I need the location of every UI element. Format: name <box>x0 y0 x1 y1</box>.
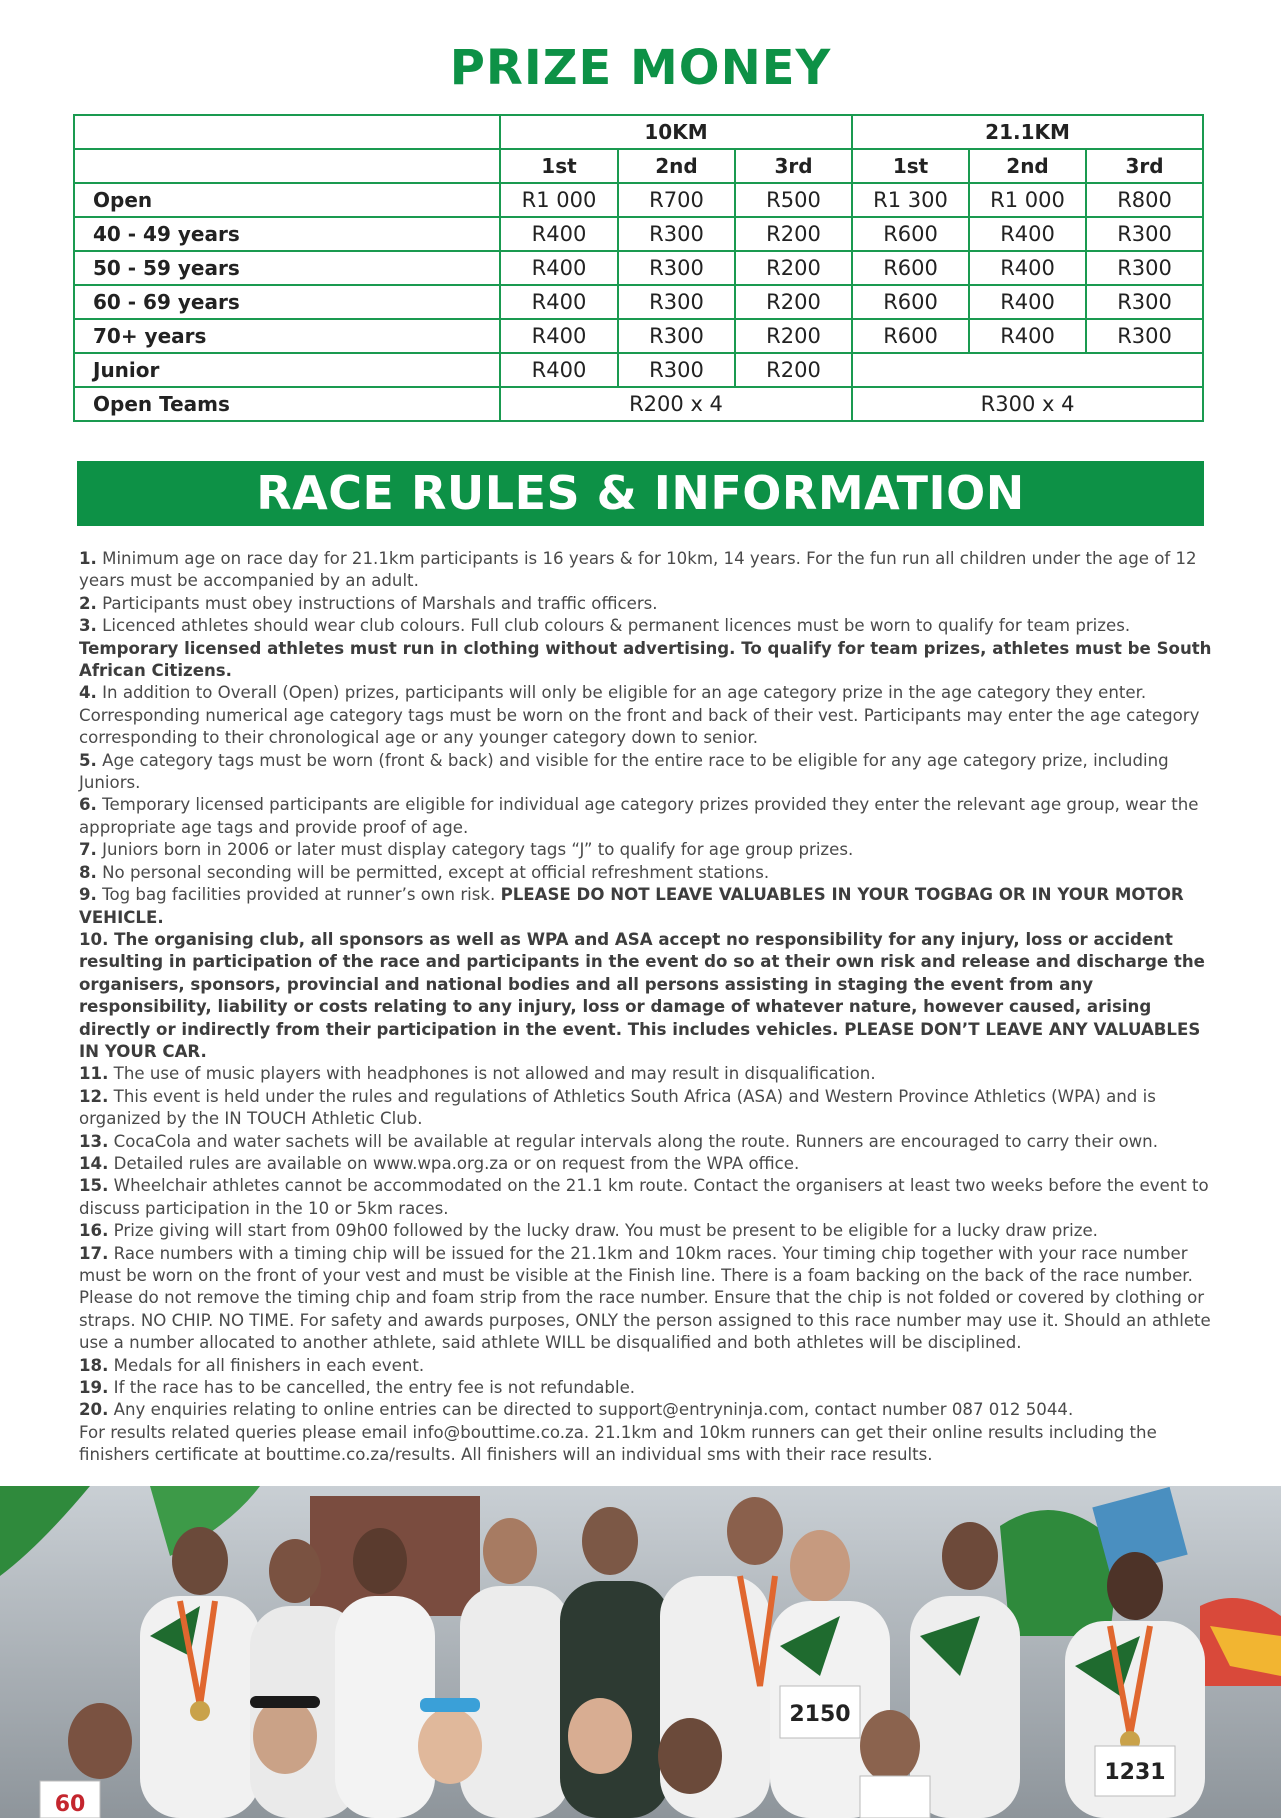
bib-number: 2150 <box>789 1702 851 1727</box>
rules-list <box>79 548 1219 1467</box>
rule-number: 8. <box>79 862 97 882</box>
table-row-teams <box>74 387 1203 421</box>
place-header: 2nd <box>969 149 1086 183</box>
category-label: Open <box>74 183 500 217</box>
rule-text: Prize giving will start from 09h00 followed by the lucky draw. You must be present to be eligible for a lucky draw prize. <box>108 1221 1098 1241</box>
rule-number: 3. <box>79 616 97 636</box>
rule-number: 13. <box>79 1131 109 1151</box>
rule-text: CocaCola and water sachets will be available at regular intervals along the route. Runners are encouraged to carry their own. <box>108 1131 1158 1151</box>
empty-cell <box>74 149 500 183</box>
prize-cell: R200 <box>735 217 852 251</box>
team-prize-21km: R300 x 4 <box>852 387 1203 421</box>
table-row <box>74 183 1203 217</box>
rule-number: 1. <box>79 549 97 568</box>
rule-item <box>79 1153 1219 1175</box>
prize-cell: R400 <box>969 251 1086 285</box>
empty-cell <box>852 353 1203 387</box>
section-banner: RACE RULES & INFORMATION <box>77 461 1204 526</box>
prize-cell: R600 <box>852 251 969 285</box>
rule-text: Temporary licensed participants are eligible for individual age category prizes provided they enter the relevant age group, wear the appropriate age tags and provide proof of age. <box>79 795 1199 837</box>
rule-item <box>79 862 1219 884</box>
rule-text: Juniors born in 2006 or later must display category tags “J” to qualify for age group prizes. <box>96 840 854 860</box>
rule-number: 16. <box>79 1221 109 1241</box>
rule-item <box>79 1175 1219 1220</box>
prize-cell: R500 <box>735 183 852 217</box>
rule-number: 18. <box>79 1355 109 1375</box>
category-label: 60 - 69 years <box>74 285 500 319</box>
rule-number: 9. <box>79 885 97 905</box>
prize-cell: R200 <box>735 353 852 387</box>
runners-group-photo <box>0 1486 1281 1818</box>
prize-cell: R1 000 <box>969 183 1086 217</box>
rule-text: If the race has to be cancelled, the entry fee is not refundable. <box>108 1378 636 1398</box>
rule-item <box>79 593 1219 615</box>
prize-cell: R300 <box>618 285 735 319</box>
rule-text: In addition to Overall (Open) prizes, participants will only be eligible for an age category prize in the age category they enter. Corresponding numerical age category tags must be worn on the front and back of their vest. Participants may enter the age category corresponding to their chronological age or any younger category down to senior. <box>79 683 1200 748</box>
table-row <box>74 217 1203 251</box>
table-group-header-row <box>74 115 1203 149</box>
rule-text: Licenced athletes should wear club colours. Full club colours & permanent licences must be worn to qualify for team prizes. <box>96 616 1131 636</box>
prize-cell: R300 <box>618 353 735 387</box>
place-header: 2nd <box>618 149 735 183</box>
rule-text: No personal seconding will be permitted, except at official refreshment stations. <box>96 862 770 882</box>
rule-number: 10. <box>79 929 109 949</box>
rule-text: Age category tags must be worn (front & back) and visible for the entire race to be eligible for any age category prize, including Juniors. <box>79 750 1169 793</box>
rule-number: 5. <box>79 750 97 770</box>
rule-item <box>79 615 1219 682</box>
rule-item <box>79 750 1219 795</box>
rule-item <box>79 794 1219 839</box>
prize-cell: R600 <box>852 319 969 353</box>
table-place-header-row <box>74 149 1203 183</box>
place-header: 1st <box>852 149 969 183</box>
prize-cell: R300 <box>1086 319 1203 353</box>
rule-item <box>79 1086 1219 1131</box>
rule-text: Wheelchair athletes cannot be accommodated on the 21.1 km route. Contact the organisers at least two weeks before the event to discuss participation in the 10 or 5km races. <box>79 1176 1209 1218</box>
place-header: 1st <box>500 149 618 183</box>
prize-cell: R400 <box>969 319 1086 353</box>
rule-text: Race numbers with a timing chip will be issued for the 21.1km and 10km races. Your timing chip together with your race number must be worn on the front of your vest and must be visible at the Finish line. There is a foam backing on the back of the race number. Please do not remove the timing chip and foam strip from the race number. Ensure that the chip is not folded or covered by clothing or straps. NO CHIP. NO TIME. For safety and awards purposes, ONLY the person assigned to this race number may use it. Should an athlete use a number allocated to another athlete, said athlete WILL be disqualified and both athletes will be disciplined. <box>79 1243 1211 1353</box>
rule-item <box>79 1399 1219 1421</box>
rule-bold-text: PLEASE DO NOT LEAVE VALUABLES IN YOUR TOGBAG OR IN YOUR MOTOR VEHICLE. <box>79 885 1184 927</box>
rule-number: 4. <box>79 683 97 703</box>
rule-item <box>79 1377 1219 1399</box>
prize-cell: R400 <box>969 285 1086 319</box>
prize-cell: R600 <box>852 285 969 319</box>
rule-item <box>79 929 1219 1063</box>
table-row <box>74 251 1203 285</box>
footer-note: For results related queries please email info@bouttime.co.za. 21.1km and 10km runners can get their online results including the finishers certificate at bouttime.co.za/results. All finishers will an individual sms with their race results. <box>79 1422 1157 1465</box>
prize-cell: R600 <box>852 217 969 251</box>
prize-cell: R300 <box>618 217 735 251</box>
prize-cell: R400 <box>500 251 618 285</box>
prize-cell: R400 <box>969 217 1086 251</box>
place-header: 3rd <box>735 149 852 183</box>
team-prize-10km: R200 x 4 <box>500 387 852 421</box>
table-row <box>74 319 1203 353</box>
rule-number: 7. <box>79 840 97 860</box>
rule-text: Tog bag facilities provided at runner’s own risk. <box>96 885 501 905</box>
rule-text: The use of music players with headphones is not allowed and may result in disqualification. <box>108 1064 876 1084</box>
rule-number: 14. <box>79 1153 109 1173</box>
prize-cell: R1 300 <box>852 183 969 217</box>
rule-number: 19. <box>79 1378 109 1398</box>
rule-item <box>79 1063 1219 1085</box>
category-label: 40 - 49 years <box>74 217 500 251</box>
prize-cell: R200 <box>735 251 852 285</box>
rule-number: 20. <box>79 1400 109 1420</box>
category-label: Junior <box>74 353 500 387</box>
rule-item <box>79 839 1219 861</box>
rule-number: 12. <box>79 1086 109 1106</box>
prize-cell: R400 <box>500 353 618 387</box>
group-10km-header: 10KM <box>500 115 852 149</box>
prize-cell: R400 <box>500 319 618 353</box>
page-title: PRIZE MONEY <box>449 40 832 96</box>
rule-item <box>79 682 1219 749</box>
prize-cell: R400 <box>500 217 618 251</box>
prize-cell: R400 <box>500 285 618 319</box>
rule-item <box>79 884 1219 929</box>
prize-cell: R200 <box>735 285 852 319</box>
rule-item <box>79 548 1219 593</box>
prize-cell: R300 <box>1086 217 1203 251</box>
table-row <box>74 285 1203 319</box>
rule-text: This event is held under the rules and regulations of Athletics South Africa (ASA) and Western Province Athletics (WPA) and is organized by the IN TOUCH Athletic Club. <box>79 1086 1156 1129</box>
rule-bold-text: The organising club, all sponsors as well as WPA and ASA accept no responsibility for any injury, loss or accident resulting in participation of the race and participants in the event do so at their own risk and release and discharge the organisers, sponsors, provincial and national bodies and all persons assisting in staging the event from any responsibility, liability or costs relating to any injury, loss or damage of whatever nature, however caused, arising directly or indirectly from their participation in the event. This includes vehicles. PLEASE DON’T LEAVE ANY VALUABLES IN YOUR CAR. <box>79 929 1205 1061</box>
prize-cell: R300 <box>618 251 735 285</box>
rule-item <box>79 1131 1219 1153</box>
prize-money-table <box>73 114 1204 422</box>
prize-cell: R800 <box>1086 183 1203 217</box>
rule-item <box>79 1243 1219 1355</box>
rule-number: 6. <box>79 795 97 815</box>
rule-number: 15. <box>79 1176 109 1196</box>
rule-item <box>79 1220 1219 1242</box>
rule-text: Participants must obey instructions of Marshals and traffic officers. <box>96 593 658 613</box>
table-row <box>74 353 1203 387</box>
rule-item <box>79 1355 1219 1377</box>
empty-cell <box>74 115 500 149</box>
bib-number: 1231 <box>1104 1760 1166 1785</box>
rule-text: Minimum age on race day for 21.1km participants is 16 years & for 10km, 14 years. For the fun run all children under the age of 12 years must be accompanied by an adult. <box>79 549 1197 591</box>
rule-number: 17. <box>79 1243 109 1263</box>
rule-text: Medals for all finishers in each event. <box>108 1355 425 1375</box>
prize-cell: R200 <box>735 319 852 353</box>
bib-number: 60 <box>54 1792 86 1817</box>
prize-cell: R1 000 <box>500 183 618 217</box>
group-21km-header: 21.1KM <box>852 115 1203 149</box>
place-header: 3rd <box>1086 149 1203 183</box>
category-label: 50 - 59 years <box>74 251 500 285</box>
prize-cell: R300 <box>1086 285 1203 319</box>
rule-bold-text: Temporary licensed athletes must run in clothing without advertising. To qualify for team prizes, athletes must be South African Citizens. <box>79 638 1212 681</box>
prize-cell: R300 <box>1086 251 1203 285</box>
rule-text: Any enquiries relating to online entries can be directed to support@entryninja.com, contact number 087 012 5044. <box>108 1400 1074 1420</box>
rule-number: 2. <box>79 593 97 613</box>
category-label: 70+ years <box>74 319 500 353</box>
rule-number: 11. <box>79 1064 109 1084</box>
group-photo-illustration <box>0 1486 1281 1818</box>
category-label: Open Teams <box>74 387 500 421</box>
prize-cell: R300 <box>618 319 735 353</box>
prize-cell: R700 <box>618 183 735 217</box>
rule-text: Detailed rules are available on www.wpa.org.za or on request from the WPA office. <box>108 1153 800 1173</box>
